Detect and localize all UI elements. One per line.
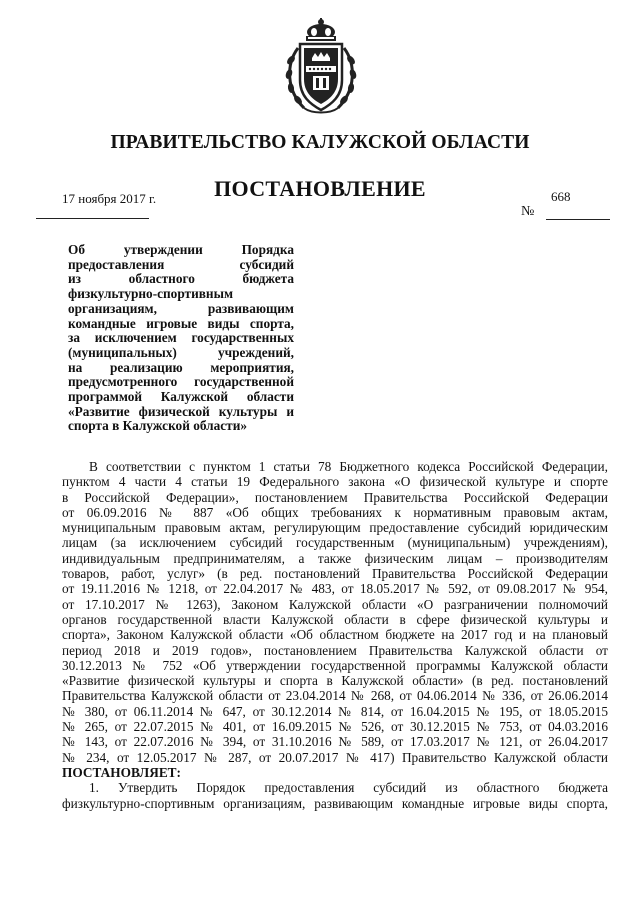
subject-line: предоставления субсидий	[68, 256, 294, 272]
subject-line: организациям, развивающим	[68, 300, 294, 316]
subject-line: физкультурно-спортивным	[68, 286, 234, 302]
body-line: муниципальным правовым актам, регулирующим предоставление субсидий юридическим	[62, 520, 608, 536]
document-date: 17 ноября 2017 г.	[62, 191, 157, 206]
body-line: В соответствии с пунктом 1 статьи 78 Бюджетного кодекса Российской Федерации,	[89, 459, 608, 474]
document-subject	[68, 243, 294, 434]
subject-line: (муниципальных) учреждений,	[68, 344, 294, 360]
subject-line: Об утверждении Порядка	[68, 242, 294, 257]
body-line: пунктом 4 части 4 статьи 19 Федерального закона «О физической культуре и спорте	[62, 474, 608, 490]
body-line: «Развитие физической культуры и спорта в Калужской области» (в ред. постановлений	[62, 673, 608, 689]
body-line: 1. Утвердить Порядок предоставления субсидий из областного бюджета	[89, 780, 608, 796]
subject-line: командные игровые виды спорта,	[68, 315, 294, 331]
date-underline	[36, 218, 149, 219]
subject-line: предусмотренного государственной	[68, 374, 294, 390]
kaluga-coat-of-arms-icon	[282, 18, 360, 116]
subject-line: «Развитие физической культуры и	[68, 403, 294, 419]
number-sign: №	[521, 204, 535, 219]
body-line: от 17.10.2017 № 1263), Законом Калужской области «О разграничении полномочий	[62, 596, 608, 612]
body-line: № 380, от 06.11.2014 № 647, от 30.12.2014 № 814, от 16.04.2015 № 195, от 18.05.2015	[62, 703, 608, 719]
resolution-keyword: ПОСТАНОВЛЯЕТ:	[62, 764, 181, 780]
document-number: 668	[551, 189, 571, 204]
body-line: товаров, работ, услуг» (в ред. постановлений Правительства Российской Федерации	[62, 566, 608, 582]
body-line: лицам (за исключением субсидий государственным (муниципальным) учреждениям),	[62, 535, 608, 551]
organization-title: ПРАВИТЕЛЬСТВО КАЛУЖСКОЙ ОБЛАСТИ	[110, 132, 530, 153]
body-line: № 234, от 12.05.2017 № 287, от 20.07.2017 № 417) Правительство Калужской области	[62, 749, 608, 765]
body-line: от 19.11.2016 № 1218, от 22.04.2017 № 483, от 18.05.2017 № 592, от 09.08.2017 № 954,	[62, 581, 608, 597]
number-underline	[546, 219, 610, 220]
subject-line: за исключением государственных	[68, 330, 294, 346]
body-line: № 265, от 22.07.2015 № 401, от 16.09.2015 № 526, от 30.12.2015 № 753, от 04.03.2016	[62, 719, 608, 735]
body-line: № 143, от 22.07.2016 № 394, от 31.10.2016 № 589, от 17.03.2017 № 121, от 26.04.2017	[62, 734, 608, 750]
document-type-title: ПОСТАНОВЛЕНИЕ	[214, 176, 426, 201]
body-line: в Российской Федерации», постановлением Правительства Российской Федерации	[62, 489, 608, 505]
subject-line: программой Калужской области	[68, 389, 294, 405]
body-line: 30.12.2013 № 752 «Об утверждении государственной программы Калужской области	[62, 657, 608, 673]
body-line: физкультурно-спортивным организациям, развивающим командные игровые виды спорта,	[62, 795, 608, 811]
body-line: Правительства Калужской области от 23.04.2014 № 268, от 04.06.2014 № 336, от 26.06.2014	[62, 688, 608, 704]
subject-line: спорта в Калужской области»	[68, 418, 248, 434]
subject-line: из областного бюджета	[68, 271, 294, 287]
body-line: индивидуальным предпринимателям, а также физическим лицам – производителям	[62, 550, 608, 566]
subject-line: на реализацию мероприятия,	[68, 359, 294, 375]
body-line: органов государственной власти Калужской области в сфере физической культуры и	[62, 611, 608, 627]
body-line: от 06.09.2016 № 887 «Об общих требованиях к нормативным правовым актам,	[62, 504, 608, 520]
body-line: спорта», Законом Калужской области «Об областном бюджете на 2017 год и на плановый	[62, 627, 608, 643]
body-line: период 2018 и 2019 годов», постановлением Правительства Калужской области от	[62, 642, 608, 658]
document-body	[62, 459, 608, 811]
